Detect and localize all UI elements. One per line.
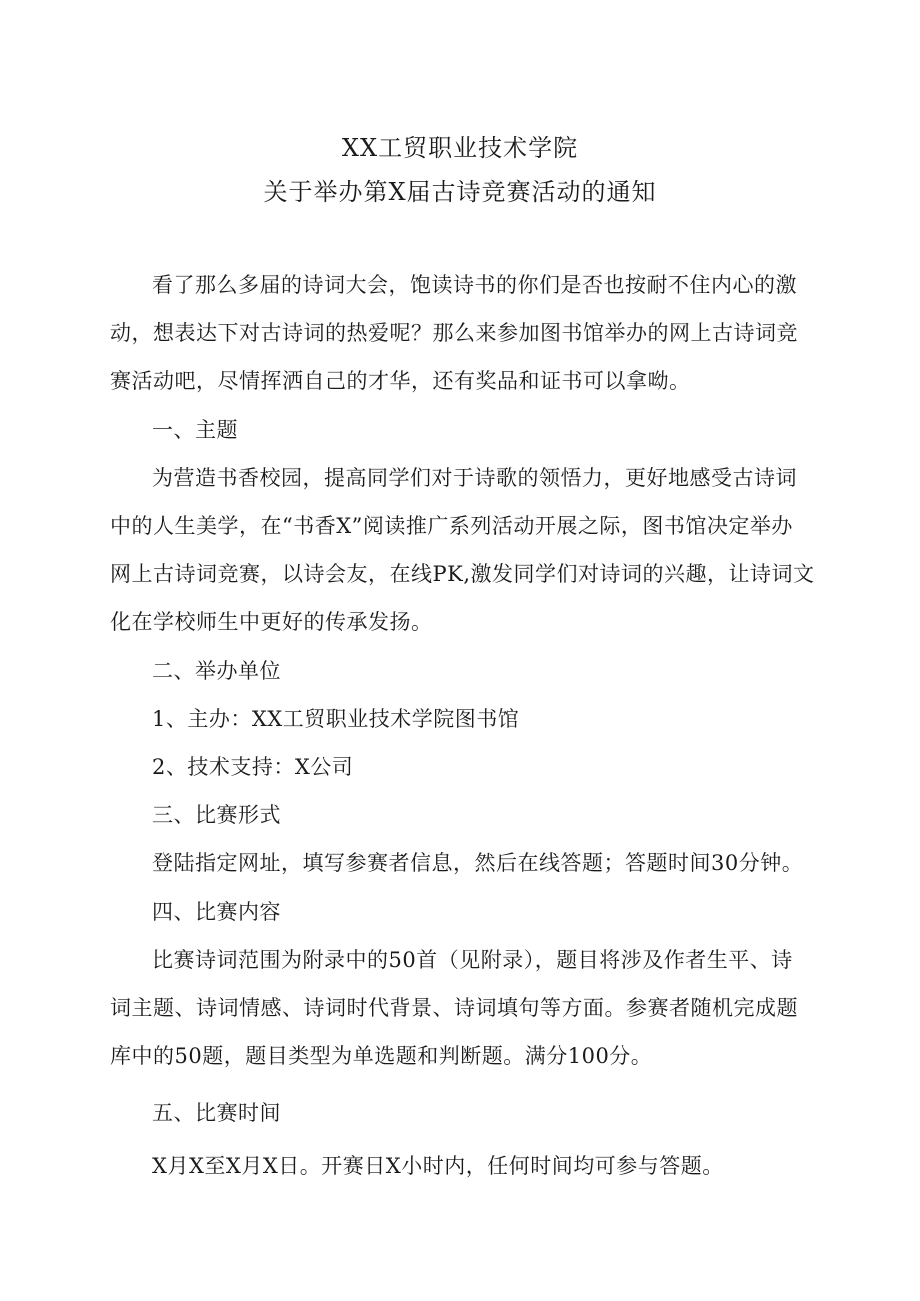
- section1-line-3: 网上古诗词竞赛，以诗会友，在线PK,激发同学们对诗词的兴趣，让诗词文: [110, 562, 815, 586]
- section3-text: 登陆指定网址，填写参赛者信息，然后在线答题；答题时间30分钟。: [152, 851, 804, 875]
- section4-line-3: 库中的50题，题目类型为单选题和判断题。满分100分。: [110, 1044, 653, 1068]
- title-notice: 关于举办第X届古诗竞赛活动的通知: [263, 178, 657, 206]
- section2-heading: 二、举办单位: [152, 659, 281, 683]
- section2-item-2: 2、技术支持：X公司: [152, 755, 354, 779]
- section2-item-1: 1、主办：XX工贸职业技术学院图书馆: [152, 707, 520, 731]
- section4-line-2: 词主题、诗词情感、诗词时代背景、诗词填句等方面。参赛者随机完成题: [110, 996, 798, 1020]
- section4-line-1: 比赛诗词范围为附录中的50首（见附录），题目将涉及作者生平、诗: [152, 948, 793, 972]
- section1-line-4: 化在学校师生中更好的传承发扬。: [110, 610, 433, 634]
- section5-text: X月X至X月X日。开赛日X小时内，任何时间均可参与答题。: [152, 1154, 724, 1178]
- section4-heading: 四、比赛内容: [152, 900, 281, 924]
- title-institution: XX工贸职业技术学院: [341, 134, 579, 162]
- intro-line-1: 看了那么多届的诗词大会，饱读诗书的你们是否也按耐不住内心的激: [152, 273, 797, 297]
- section1-line-2: 中的人生美学，在“书香X”阅读推广系列活动开展之际，图书馆决定举办: [110, 514, 793, 538]
- section1-heading: 一、主题: [152, 418, 238, 442]
- section1-line-1: 为营造书香校园，提高同学们对于诗歌的领悟力，更好地感受古诗词: [152, 466, 797, 490]
- intro-line-3: 赛活动吧，尽情挥洒自己的才华，还有奖品和证书可以拿呦。: [110, 369, 691, 393]
- section3-heading: 三、比赛形式: [152, 803, 281, 827]
- section5-heading: 五、比赛时间: [152, 1101, 281, 1125]
- intro-line-2: 动，想表达下对古诗词的热爱呢？那么来参加图书馆举办的网上古诗词竞: [110, 321, 798, 345]
